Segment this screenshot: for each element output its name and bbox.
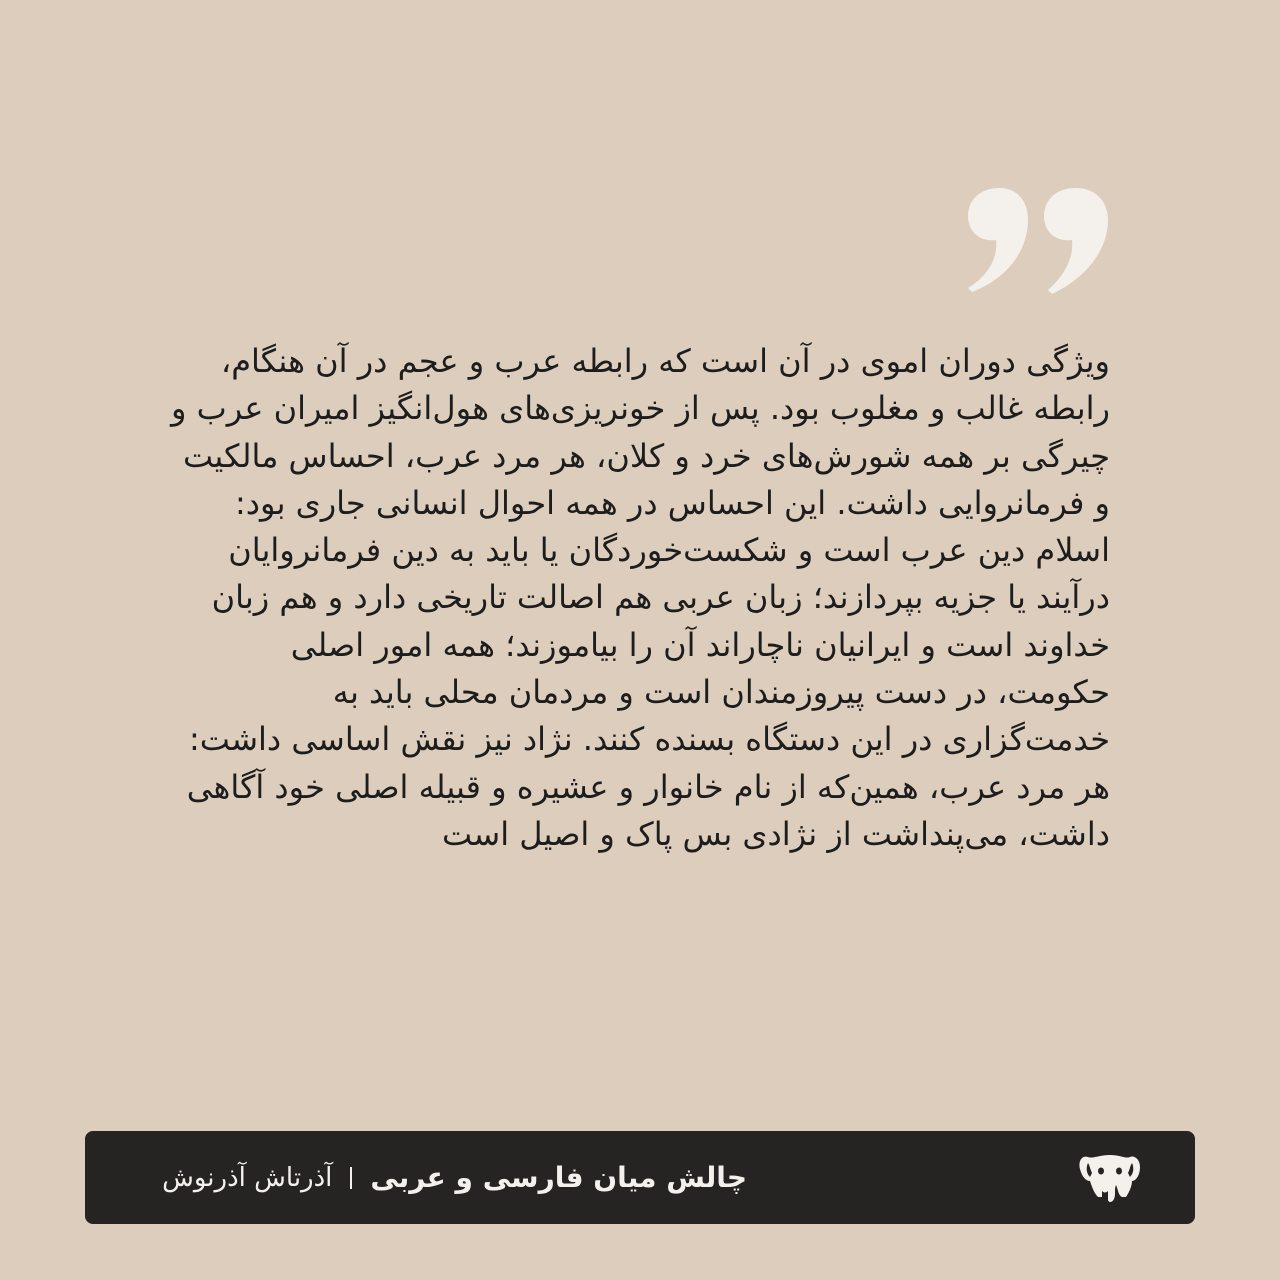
- footer-text-group: [162, 1131, 747, 1224]
- author-name: آذرتاش آذرنوش: [162, 1162, 333, 1193]
- footer-bar: [85, 1131, 1195, 1224]
- closing-quote-icon: [960, 178, 1120, 298]
- quote-text: ویژگی دوران اموی در آن است که رابطه عرب و عجم در آن هنگام، رابطه غالب و مغلوب بود. پس از خونریزی‌های هول‌انگیز امیران عرب و چیرگی بر همه شورش‌های خرد و کلان، هر مرد عرب، احساس مالکیت و فرمانروایی داشت. این احساس در همه احوال انسانی جاری بود: اسلام دین عرب است و شکست‌خوردگان یا باید به دین فرمانروایان درآیند یا جزیه بپردازند؛ زبان عربی هم اصالت تاریخی دارد و هم زبان خداوند است و ایرانیان ناچاراند آن را بیاموزند؛ همه امور اصلی حکومت، در دست پیروزمندان است و مردمان محلی باید به خدمت‌گزاری در این دستگاه بسنده کنند. نژاد نیز نقش اساسی داشت: هر مرد عرب، همین‌که از نام خانوار و عشیره و قبیله اصلی خود آگاهی داشت، می‌پنداشت از نژادی بس پاک و اصیل است: [170, 342, 1110, 853]
- footer-divider: [350, 1167, 352, 1189]
- book-title: چالش میان فارسی و عربی: [370, 1161, 747, 1194]
- elephant-icon: [1078, 1151, 1142, 1205]
